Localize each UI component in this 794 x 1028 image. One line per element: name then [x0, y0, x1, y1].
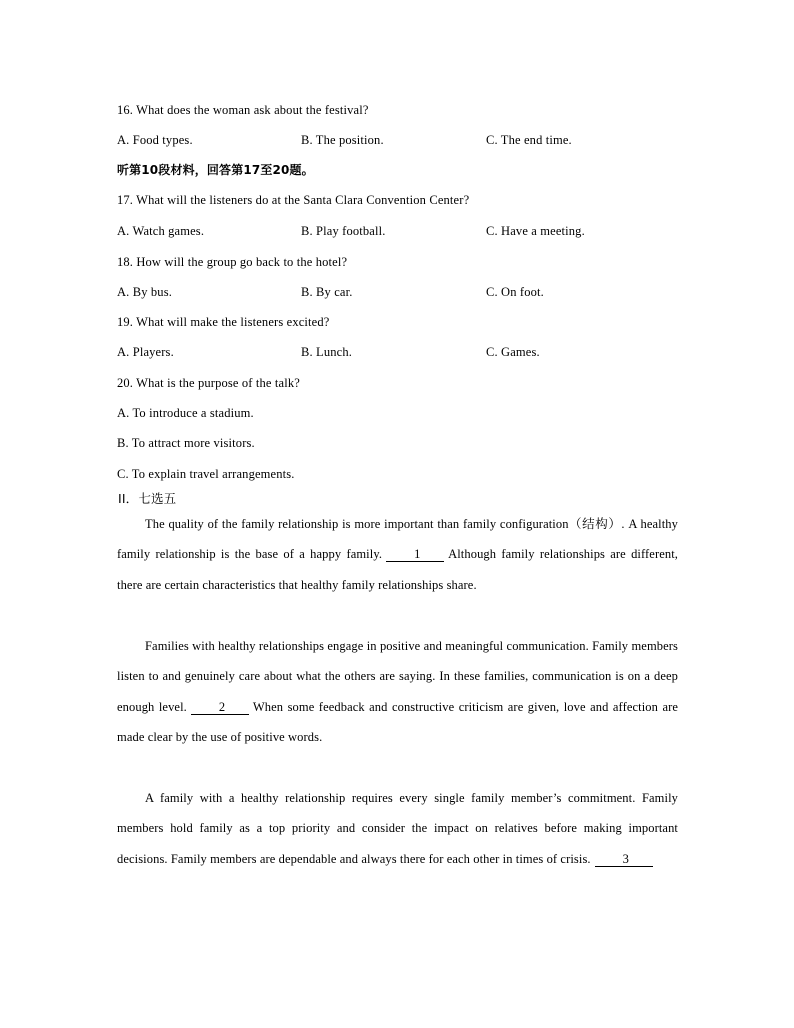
question-text: What will make the listeners excited?	[136, 315, 330, 329]
option-b: B. The position.	[301, 133, 384, 147]
option-a: A. Watch games.	[117, 224, 205, 238]
question-number: 17.	[117, 193, 134, 207]
option-a: A. By bus.	[117, 285, 172, 299]
passage-paragraph-1	[117, 509, 678, 600]
question-number: 19.	[117, 315, 134, 329]
paragraph-text: Families with healthy relationships engage in positive and meaningful communication. Family members listen to and genuinely care about what the others are saying. In these families, communication is on a deep enough level.	[117, 639, 678, 714]
option-c: C. Games.	[486, 345, 540, 359]
answer-blank-2: 2	[191, 700, 249, 715]
paragraph-text: The quality of the family relationship is more important than family configuration（结构）. A healthy family relationship is the base of a happy family.	[117, 517, 678, 562]
passage-paragraph-3	[117, 783, 678, 874]
question-20	[117, 375, 300, 391]
question-17	[117, 192, 469, 208]
question-text: How will the group go back to the hotel?	[136, 255, 348, 269]
question-text: What will the listeners do at the Santa Clara Convention Center?	[136, 193, 470, 207]
paragraph-text: Although family relationships are different, there are certain characteristics that healthy family relationships share.	[117, 547, 678, 592]
question-text: What does the woman ask about the festival?	[136, 103, 369, 117]
question-18	[117, 254, 347, 270]
section-title: II．七选五	[118, 491, 177, 506]
question-16	[117, 102, 369, 118]
question-number: 18.	[117, 255, 134, 269]
paragraph-text: When some feedback and constructive criticism are given, love and affection are made clear by the use of positive words.	[117, 699, 678, 745]
option-c: C. To explain travel arrangements.	[117, 467, 295, 481]
question-number: 16.	[117, 103, 134, 117]
question-text: What is the purpose of the talk?	[136, 376, 300, 390]
option-a: A. Food types.	[117, 133, 193, 147]
option-c: C. On foot.	[486, 285, 544, 299]
option-c: C. Have a meeting.	[486, 224, 585, 238]
option-b: B. To attract more visitors.	[117, 436, 255, 450]
option-b: B. Play football.	[301, 224, 386, 238]
option-b: B. Lunch.	[301, 345, 352, 359]
question-number: 20.	[117, 376, 134, 390]
option-c: C. The end time.	[486, 133, 572, 147]
passage-paragraph-2	[117, 631, 678, 753]
option-b: B. By car.	[301, 285, 353, 299]
listening-instruction: 听第10段材料，回答第17至20题。	[117, 163, 314, 177]
option-a: A. To introduce a stadium.	[117, 406, 254, 420]
paragraph-text: A family with a healthy relationship requires every single family member’s commitment. Family members hold family as a top priority and consider the impact on relatives before making important decisions. Family members are dependable and always there for each other in times of crisis.	[117, 791, 678, 866]
question-19	[117, 314, 329, 330]
answer-blank-3: 3	[595, 852, 653, 867]
answer-blank-1: 1	[386, 547, 444, 562]
option-a: A. Players.	[117, 345, 174, 359]
